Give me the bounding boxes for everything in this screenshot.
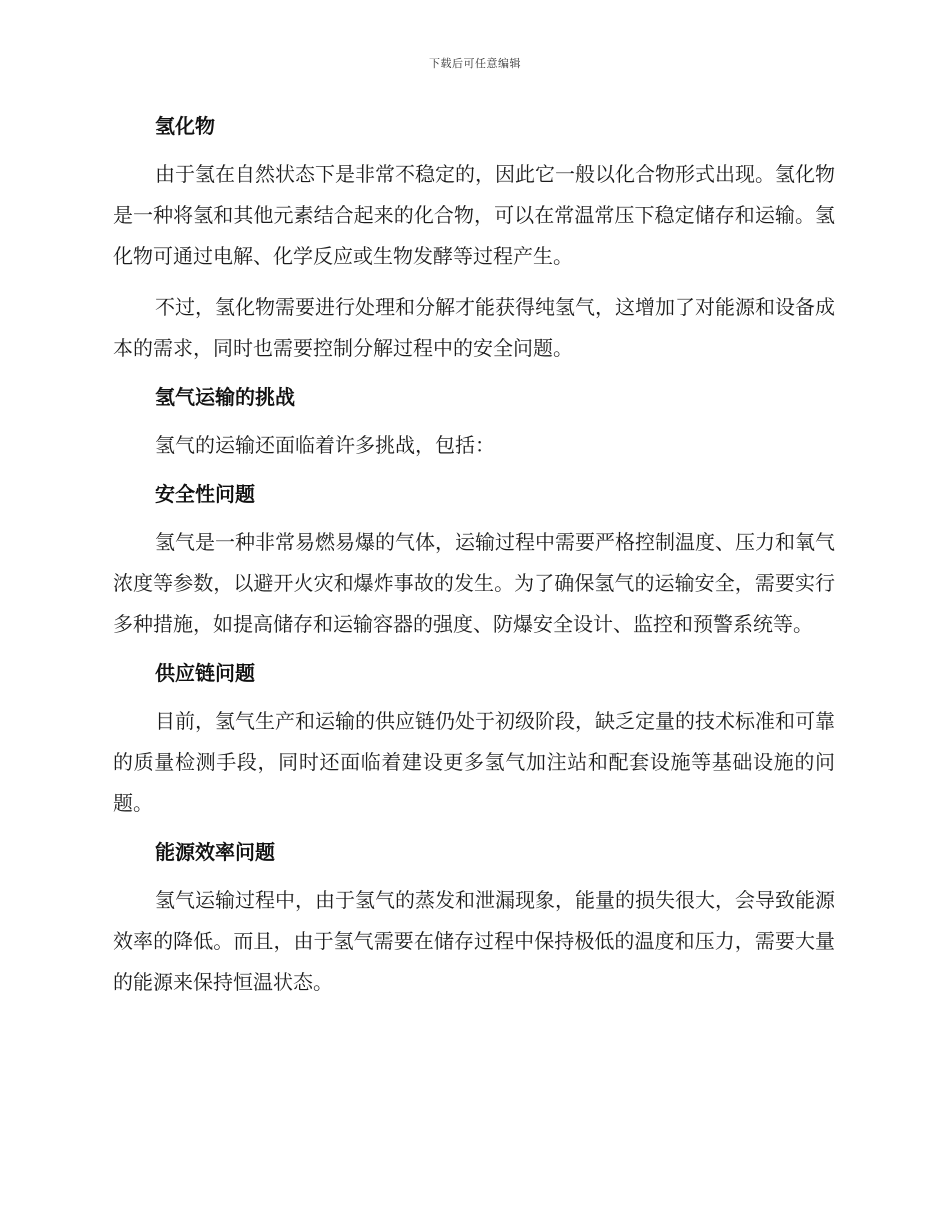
paragraph-challenges-intro: 氢气的运输还面临着许多挑战，包括：	[155, 433, 495, 457]
paragraph-hydride-intro: 由于氢在自然状态下是非常不稳定的，因此它一般以化合物形式出现。氢化物是一种将氢和其他元素结合起来的化合物，可以在常温常压下稳定储存和运输。氢化物可通过电解、化学反应或生物发酵等过程产生。	[113, 162, 835, 268]
paragraph-energy-efficiency: 氢气运输过程中，由于氢气的蒸发和泄漏现象，能量的损失很大，会导致能源效率的降低。而且，由于氢气需要在储存过程中保持极低的温度和压力，需要大量的能源来保持恒温状态。	[113, 888, 835, 994]
paragraph-hydride-drawback: 不过，氢化物需要进行处理和分解才能获得纯氢气，这增加了对能源和设备成本的需求，同时也需要控制分解过程中的安全问题。	[113, 295, 835, 360]
page-header-note: 下载后可任意编辑	[429, 57, 521, 70]
section-heading-transport-challenges: 氢气运输的挑战	[155, 385, 295, 409]
section-heading-hydride: 氢化物	[155, 114, 215, 138]
document-body	[113, 108, 835, 1013]
section-heading-safety: 安全性问题	[155, 482, 255, 506]
section-heading-energy-efficiency: 能源效率问题	[155, 840, 275, 864]
paragraph-safety: 氢气是一种非常易燃易爆的气体，运输过程中需要严格控制温度、压力和氧气浓度等参数，以避开火灾和爆炸事故的发生。为了确保氢气的运输安全，需要实行多种措施，如提高储存和运输容器的强度、防爆安全设计、监控和预警系统等。	[113, 530, 835, 636]
paragraph-supply-chain: 目前，氢气生产和运输的供应链仍处于初级阶段，缺乏定量的技术标准和可靠的质量检测手段，同时还面临着建设更多氢气加注站和配套设施等基础设施的问题。	[113, 709, 835, 815]
section-heading-supply-chain: 供应链问题	[155, 661, 255, 685]
